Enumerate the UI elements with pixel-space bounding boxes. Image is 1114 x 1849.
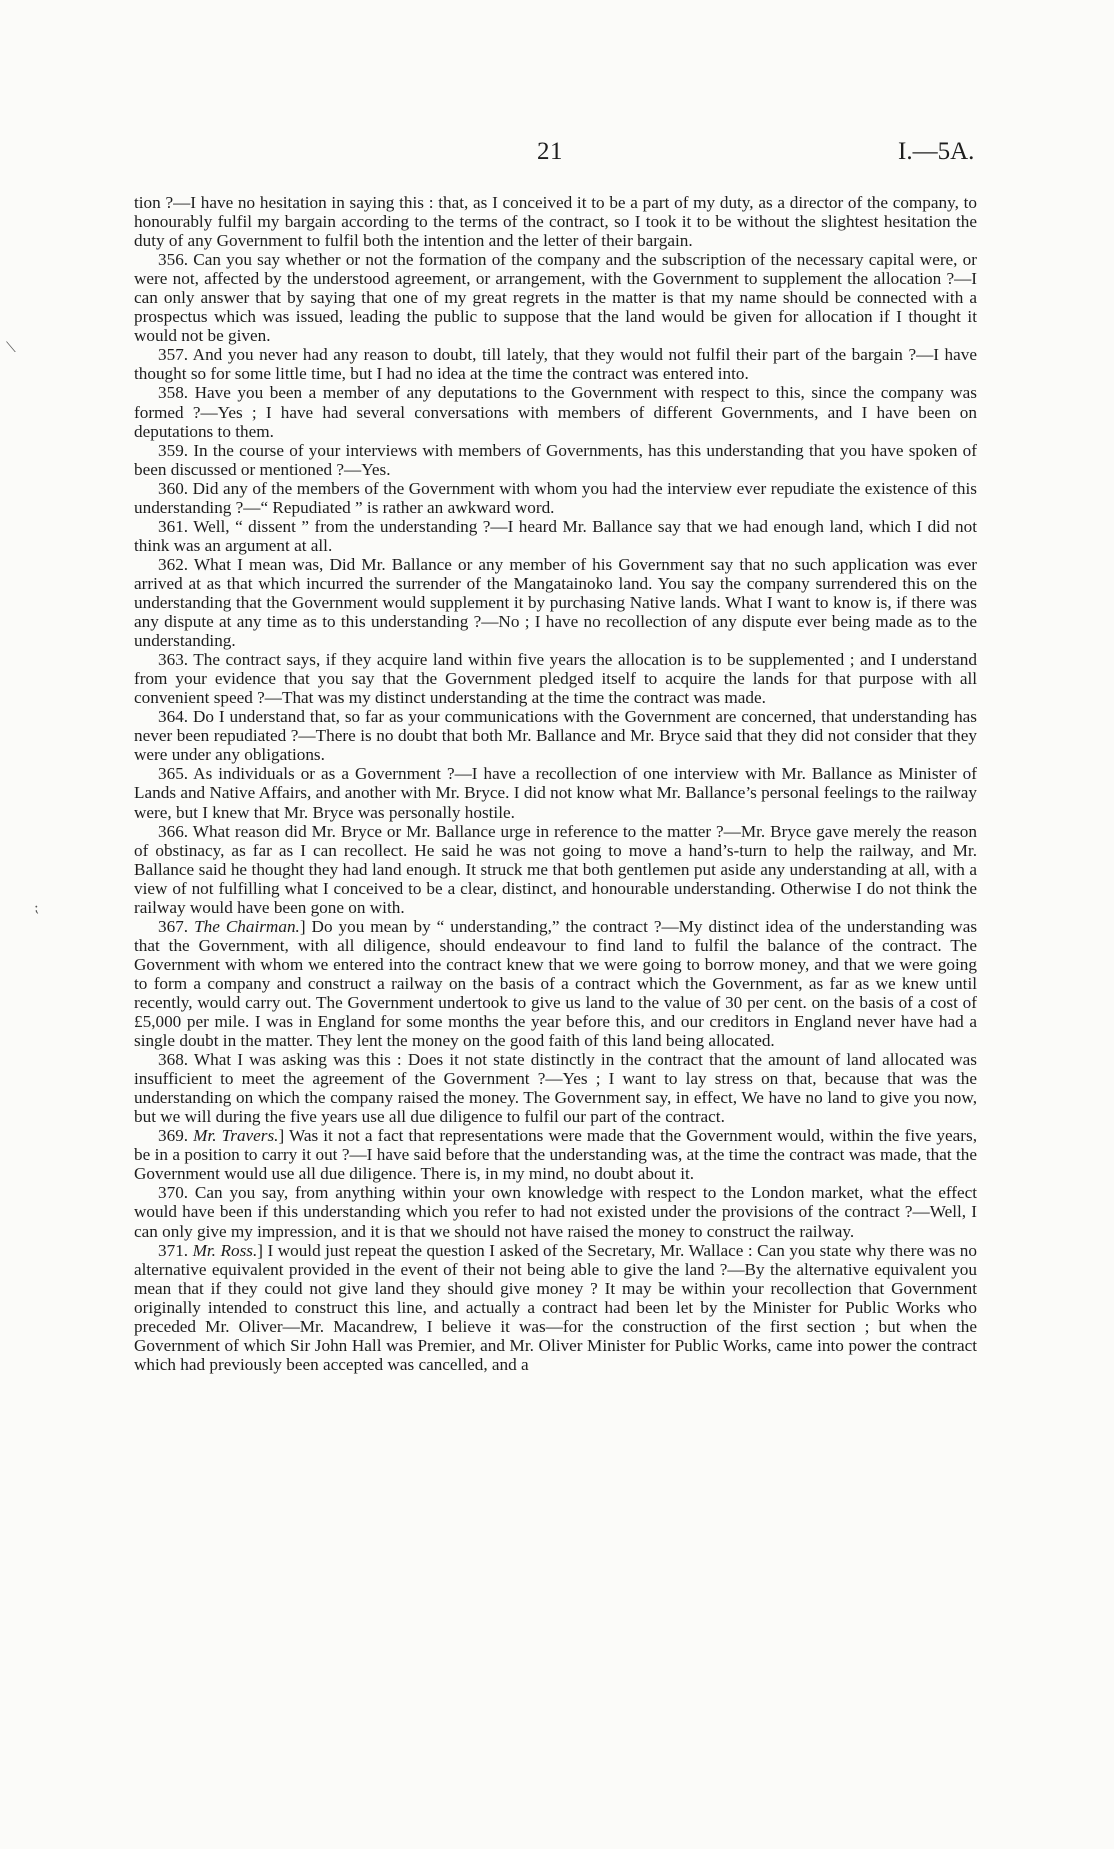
paragraph: 360. Did any of the members of the Government with whom you had the interview ever repudiate the existence of this understanding ?—“ Repudiated ” is rather an awkward word. [134, 478, 977, 517]
paragraph: 356. Can you say whether or not the formation of the company and the subscription of the necessary capital were, or were not, affected by the understood agreement, or arrangement, with the Government to supplement the allocation ?—I can only answer that by saying that one of my great regrets in the matter is that my name should be connected with a prospectus which was issued, leading the public to suppose that the land would be given for allocation if I thought it would not be given. [134, 250, 977, 346]
paragraph: 358. Have you been a member of any deputations to the Government with respect to this, since the company was formed ?—Yes ; I have had several conversations with members of different Governments, and I have been on deputations to them. [134, 383, 977, 441]
paragraph: 359. In the course of your interviews with members of Governments, has this understanding that you have spoken of been discussed or mentioned ?—Yes. [134, 440, 977, 479]
page-number: 21 [537, 138, 563, 165]
paragraph: 370. Can you say, from anything within your own knowledge with respect to the London market, what the effect would have been if this understanding which you refer to had not existed under the provisions of the contract ?—Well, I can only give my impression, and it is that we should not have raised the money to construct the railway. [134, 1183, 977, 1241]
speaker-name: Mr. Travers. [193, 1126, 279, 1146]
paragraph: 362. What I mean was, Did Mr. Ballance or any member of his Government say that no such application was ever arrived at as that which incurred the surrender of the Mangatainoko land. You say the company surrendered this on the understanding that the Government would supplement it by purchasing Native lands. What I want to know is, if there was any dispute at any time as to this understanding ?—No ; I have no recollection of any dispute ever being made as to the understanding. [134, 554, 977, 651]
paragraph: tion ?—I have no hesitation in saying this : that, as I conceived it to be a part of my duty, as a director of the company, to honourably fulfil my bargain according to the terms of the contract, so I took it to be without the slightest hesitation the duty of any Government to fulfil both the intention and the letter of their bargain. [134, 193, 977, 251]
paragraph: 366. What reason did Mr. Bryce or Mr. Ballance urge in reference to the matter ?—Mr. Bryce gave merely the reason of obstinacy, as far as I can recollect. He said he was not going to move a hand’s-turn to help the railway, and Mr. Ballance said he thought they had land enough. It struck me that both gentlemen put aside any understanding at all, with a view of not fulfilling what I conceived to be a clear, distinct, and honourable understanding. Otherwise I do not think the railway would have been gone on with. [134, 821, 977, 917]
paragraph: 364. Do I understand that, so far as your communications with the Government are concerned, that understanding has never been repudiated ?—There is no doubt that both Mr. Ballance and Mr. Bryce said that they did not consider that they were under any obligations. [134, 707, 977, 765]
margin-tick-mark: ⁏ [34, 901, 39, 916]
paragraph: 369. Mr. Travers.] Was it not a fact that representations were made that the Government would, within the five years, be in a position to carry it out ?—I have said before that the understanding was, at the time the contract was made, that the Government would use all due diligence. There is, in my mind, no doubt about it. [134, 1126, 977, 1184]
speaker-name: Mr. Ross. [192, 1240, 258, 1260]
paragraph: 361. Well, “ dissent ” from the understanding ?—I heard Mr. Ballance say that we had enough land, which I did not think was an argument at all. [134, 516, 977, 555]
question-number: 369. [158, 1126, 189, 1146]
document-reference: I.—5A. [898, 138, 975, 165]
paragraph: 365. As individuals or as a Government ?—I have a recollection of one interview with Mr. Ballance as Minister of Lands and Native Affairs, and another with Mr. Bryce. I did not know what Mr. Ballance’s personal feelings to the railway were, but I knew that Mr. Bryce was personally hostile. [134, 764, 977, 822]
question-number: 367. [158, 916, 189, 936]
margin-tick-mark: ⟍ [6, 341, 16, 356]
paragraph: 371. Mr. Ross.] I would just repeat the question I asked of the Secretary, Mr. Wallace : Can you state why there was no alternative equivalent provided in the event of their not being able to give the land ?—By the alternative equivalent you mean that if they could not give land they should give money ? It may be within your recollection that Government originally intended to construct this line, and actually a contract had been let by the Minister for Public Works who preceded Mr. Oliver—Mr. Macandrew, I believe it was—for the construction of the first section ; but when the Government of which Sir John Hall was Premier, and Mr. Oliver Minister for Public Works, came into power the contract which had previously been accepted was cancelled, and a [134, 1240, 977, 1374]
question-number: 371. [158, 1240, 189, 1260]
speaker-name: The Chairman. [194, 916, 300, 936]
body-text [134, 193, 977, 1374]
paragraph: 363. The contract says, if they acquire land within five years the allocation is to be supplemented ; and I understand from your evidence that you say that the Government pledged itself to acquire the lands for that purpose with all convenient speed ?—That was my distinct understanding at the time the contract was made. [134, 650, 977, 708]
paragraph: 367. The Chairman.] Do you mean by “ understanding,” the contract ?—My distinct idea of the understanding was that the Government, with all diligence, should endeavour to find land to fulfil the balance of the contract. The Government with whom we entered into the contract knew that we were going to borrow money, and that we were going to form a company and construct a railway on the basis of a contract which the Government, as far as we knew until recently, would carry out. The Government undertook to give us land to the value of 30 per cent. on the basis of a cost of £5,000 per mile. I was in England for some months the year before this, and our creditors in England never have had a single doubt in the matter. They lent the money on the good faith of this land being allocated. [134, 916, 978, 1051]
paragraph: 368. What I was asking was this : Does it not state distinctly in the contract that the amount of land allocated was insufficient to meet the agreement of the Government ?—Yes ; I want to lay stress on that, because that was the understanding on which the company raised the money. The Government say, in effect, We have no land to give you now, but we will during the five years use all due diligence to fulfil our part of the contract. [134, 1050, 977, 1127]
paragraph: 357. And you never had any reason to doubt, till lately, that they would not fulfil their part of the bargain ?—I have thought so for some little time, but I had no idea at the time the contract was entered into. [134, 345, 977, 384]
